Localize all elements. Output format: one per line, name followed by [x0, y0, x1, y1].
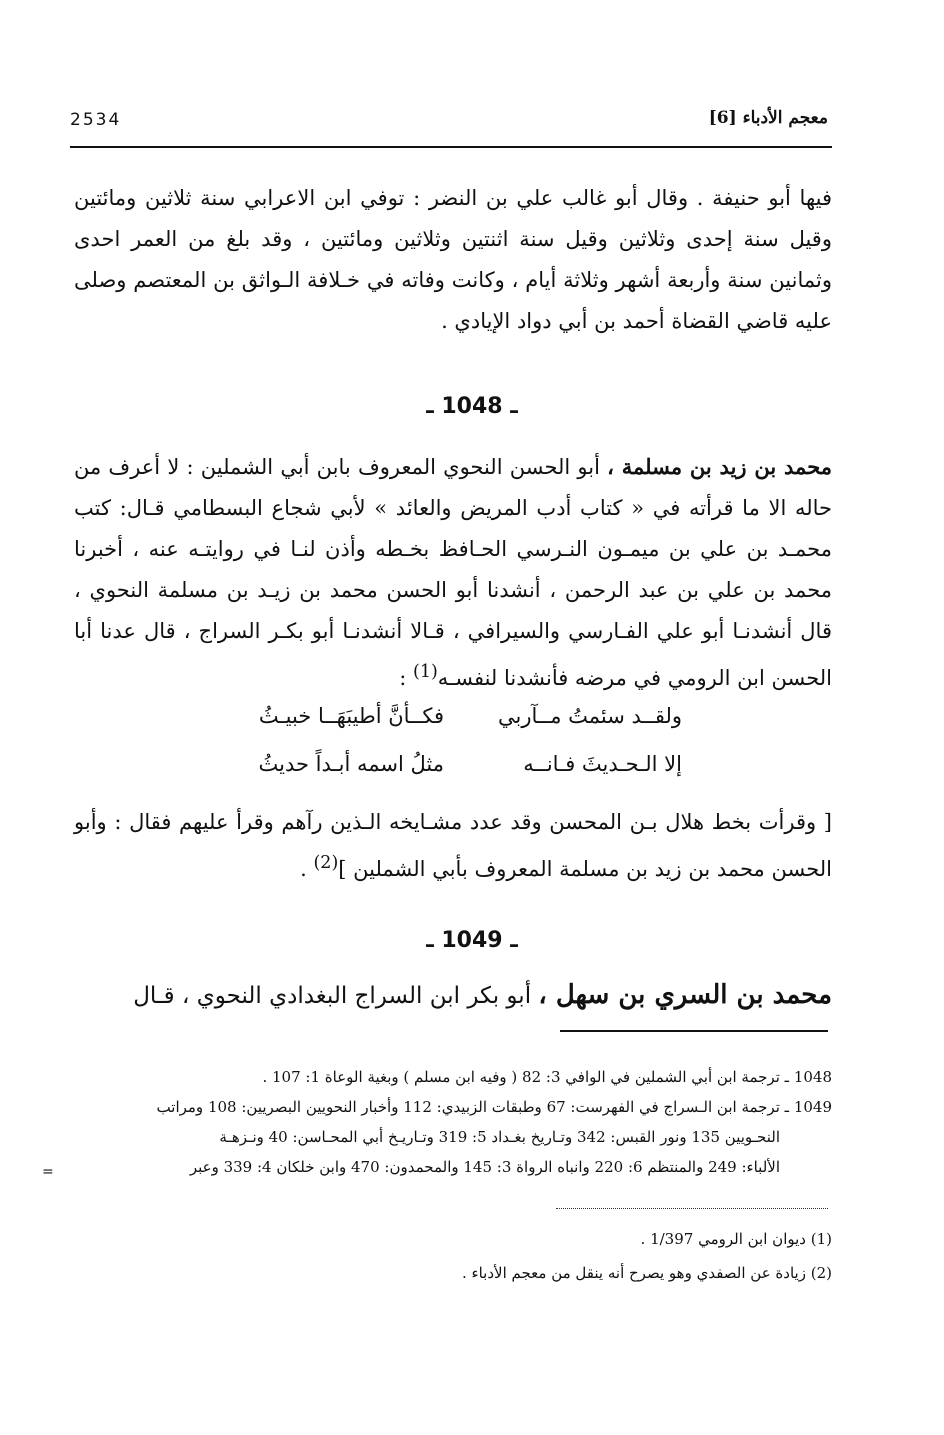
footnote-2: (2) زيادة عن الصفدي وهو يصرح أنه ينقل من معجم الأدباء .	[462, 1264, 832, 1282]
notes-divider	[556, 1208, 828, 1209]
verse-2-first: إلا الـحـديثَ فـانــه	[523, 752, 682, 776]
continuation-mark: =	[42, 1164, 54, 1180]
running-title: معجم الأدباء [6]	[708, 108, 828, 128]
footnote-1: (1) ديوان ابن الرومي 1/397 .	[640, 1230, 832, 1248]
entry-1048-text: أبو الحسن النحوي المعروف بابن أبي الشملين : لا أعرف من حاله الا ما قرأته في « كتاب أدب المريض والعائد » لأبي شجاع البسطامي قـال: كتب محمـد بن علي بن ميمـون النـرسي الحـافظ بخـطه وأذن لنـا في روايتـه عنه ، أخبرنا محمد بن علي بن عبد الرحمن ، أنشدنا أبو الحسن محمد بن زيـد بن مسلمة النحوي ، قال أنشدنـا أبو علي الفـارسي والسيرافي ، قـالا أنشدنـا أبو بكـر السراج ، قال عدنا أبا الحسن ابن الرومي في مرضه فأنشدنا لنفسـه	[74, 455, 832, 690]
verse-2-second: مثلُ اسمه أبـداً حديثُ	[258, 752, 444, 776]
footnote-marker-1: (1)	[413, 662, 438, 682]
reference-1049-cont-2: الألباء: 249 والمنتظم 6: 220 وانباه الرواة 3: 145 والمحمدون: 470 وابن خلكان 4: 339 وعبر	[189, 1158, 780, 1176]
entry-number-1049: ـ 1049 ـ	[426, 928, 518, 953]
entry-1049-name: محمد بن السري بن سهل ،	[538, 980, 832, 1010]
verse-1-second: فكــأنَّ أطيبَهَــا خبيـثُ	[258, 704, 444, 728]
entry-number-1048: ـ 1048 ـ	[426, 394, 518, 419]
page-number: 2534	[70, 110, 122, 130]
footnote-rule	[560, 1030, 828, 1032]
entry-1048-text-end: :	[399, 666, 413, 690]
closing-text: [ وقرأت بخط هلال بـن المحسن وقد عدد مشـايخه الـذين رآهم وقرأ عليهم فقال : وأبو الحسن محمد بن زيد بن مسلمة المعروف بأبي الشملين ]	[74, 810, 832, 881]
entry-1048-body	[74, 446, 832, 699]
entry-1048-closing	[74, 802, 832, 890]
footnotes	[200, 1222, 832, 1290]
reference-1049: 1049 ـ ترجمة ابن الـسراج في الفهرست: 67 وطبقات الزبيدي: 112 وأخبار النحويين البصريين: 108 ومراتب	[156, 1098, 832, 1116]
verse-1-first: ولقــد سئمتُ مــآربي	[498, 704, 682, 728]
entry-1048-name: محمد بن زيد بن مسلمة ،	[607, 454, 832, 479]
page-header	[70, 108, 828, 138]
entry-1049-body	[74, 975, 832, 1017]
header-rule	[70, 146, 832, 148]
paragraph-continuation: فيها أبو حنيفة . وقال أبو غالب علي بن النضر : توفي ابن الاعرابي سنة ثلاثين ومائتين وقيل سنة إحدى وثلاثين وقيل سنة اثنتين وثلاثين ومائتين ، وقد بلغ من العمر احدى وثمانين سنة وأربعة أشهر وثلاثة أيام ، وكانت وفاته في خـلافة الـواثق بن المعتصم وصلى عليه قاضي القضاة أحمد بن أبي دواد الإيادي .	[74, 186, 832, 333]
entry-1049-text: أبو بكر ابن السراج البغدادي النحوي ، قـال	[133, 983, 539, 1009]
footnote-marker-2: (2)	[313, 853, 339, 873]
bibliographic-references	[74, 1062, 832, 1182]
reference-1049-cont-1: النحـويين 135 ونور القبس: 342 وتـاريخ بغـداد 5: 319 وتـاريـخ أبي المحـاسن: 40 ونـزهـة	[219, 1128, 780, 1146]
closing-end: .	[300, 857, 314, 881]
reference-1048: 1048 ـ ترجمة ابن أبي الشملين في الوافي 3: 82 ( وفيه ابن مسلم ) وبغية الوعاة 1: 107 .	[262, 1068, 832, 1086]
